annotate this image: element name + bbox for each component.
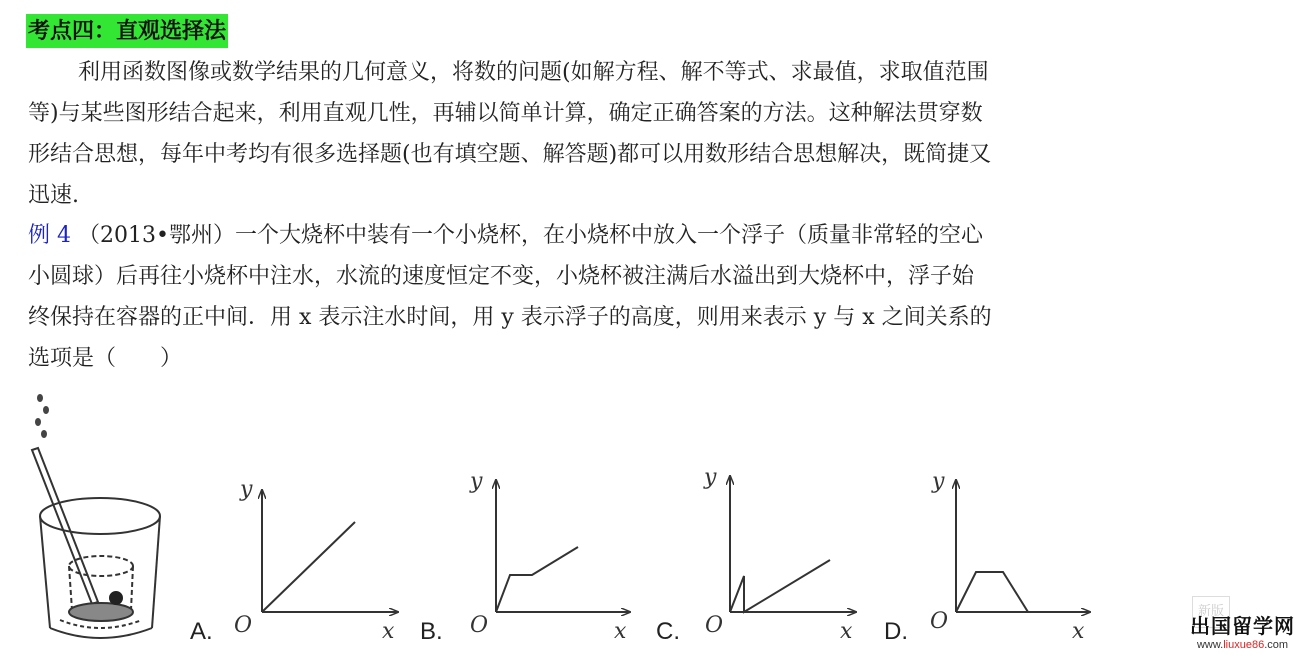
option-c-letter: C. [656, 618, 680, 645]
graph-a [234, 477, 398, 644]
example-line [28, 215, 1208, 256]
graph-b-x-label: x [614, 619, 627, 644]
graph-a-y-label: y [240, 477, 253, 502]
graph-b [469, 469, 630, 644]
graph-b-curve [496, 547, 578, 612]
graph-d-y-label: y [932, 469, 945, 494]
graph-c [703, 465, 856, 644]
watermark-url-accent: liuxue86 [1223, 639, 1265, 651]
watermark-url [1190, 639, 1295, 651]
example-label: 例 4 [28, 223, 71, 248]
intro-line: 迅速. [28, 183, 79, 208]
graph-d-origin: O [930, 609, 949, 634]
example-paragraph [28, 215, 1208, 379]
intro-line: 利用函数图像或数学结果的几何意义，将数的问题(如解方程、解不等式、求最值，求取值范围 [78, 60, 989, 85]
graph-d-curve [956, 572, 1028, 612]
option-b-letter: B. [420, 618, 443, 645]
watermark-url-prefix: www. [1196, 639, 1224, 651]
graph-d-x-label: x [1072, 619, 1085, 644]
graph-a-origin: O [234, 613, 253, 638]
watermark-name: 出国留学网 [1190, 616, 1295, 638]
watermark-url-suffix: .com [1264, 639, 1289, 651]
graph-c-y-label: y [704, 465, 717, 490]
intro-line: 形结合思想，每年中考均有很多选择题(也有填空题、解答题)都可以用数形结合思想解决，既简捷又 [28, 142, 992, 167]
site-watermark [1190, 610, 1295, 651]
graph-d [930, 469, 1090, 644]
example-line: 选项是（ ） [28, 346, 183, 371]
intro-line: 等)与某些图形结合起来，利用直观几性，再辅以简单计算，确定正确答案的方法。这种解法贯穿数 [28, 101, 983, 126]
example-line: 终保持在容器的正中间．用 x 表示注水时间，用 y 表示浮子的高度，则用来表示 y 与 x 之间关系的 [28, 305, 992, 330]
graph-b-y-label: y [470, 469, 483, 494]
figures-svg [0, 380, 1315, 657]
section-heading: 考点四：直观选择法 [26, 14, 228, 48]
example-line: 小圆球）后再往小烧杯中注水，水流的速度恒定不变，小烧杯被注满后水溢出到大烧杯中，浮子始 [28, 264, 975, 289]
graph-b-origin: O [470, 613, 489, 638]
stamp-watermark: 新版 [1192, 596, 1230, 628]
beaker-illustration [32, 394, 160, 638]
figure-row [0, 380, 1315, 657]
example-text: （2013•鄂州）一个大烧杯中装有一个小烧杯，在小烧杯中放入一个浮子（质量非常轻的空心 [78, 223, 983, 248]
option-d-letter: D. [884, 618, 908, 645]
graph-c-x-label: x [840, 619, 853, 644]
intro-paragraph [28, 52, 1208, 216]
option-a-letter: A. [190, 618, 213, 645]
graph-a-x-label: x [382, 619, 395, 644]
water-drops-icon [35, 394, 49, 438]
graph-c-curve [730, 560, 830, 612]
graph-a-curve [262, 522, 355, 612]
graph-c-origin: O [705, 613, 724, 638]
